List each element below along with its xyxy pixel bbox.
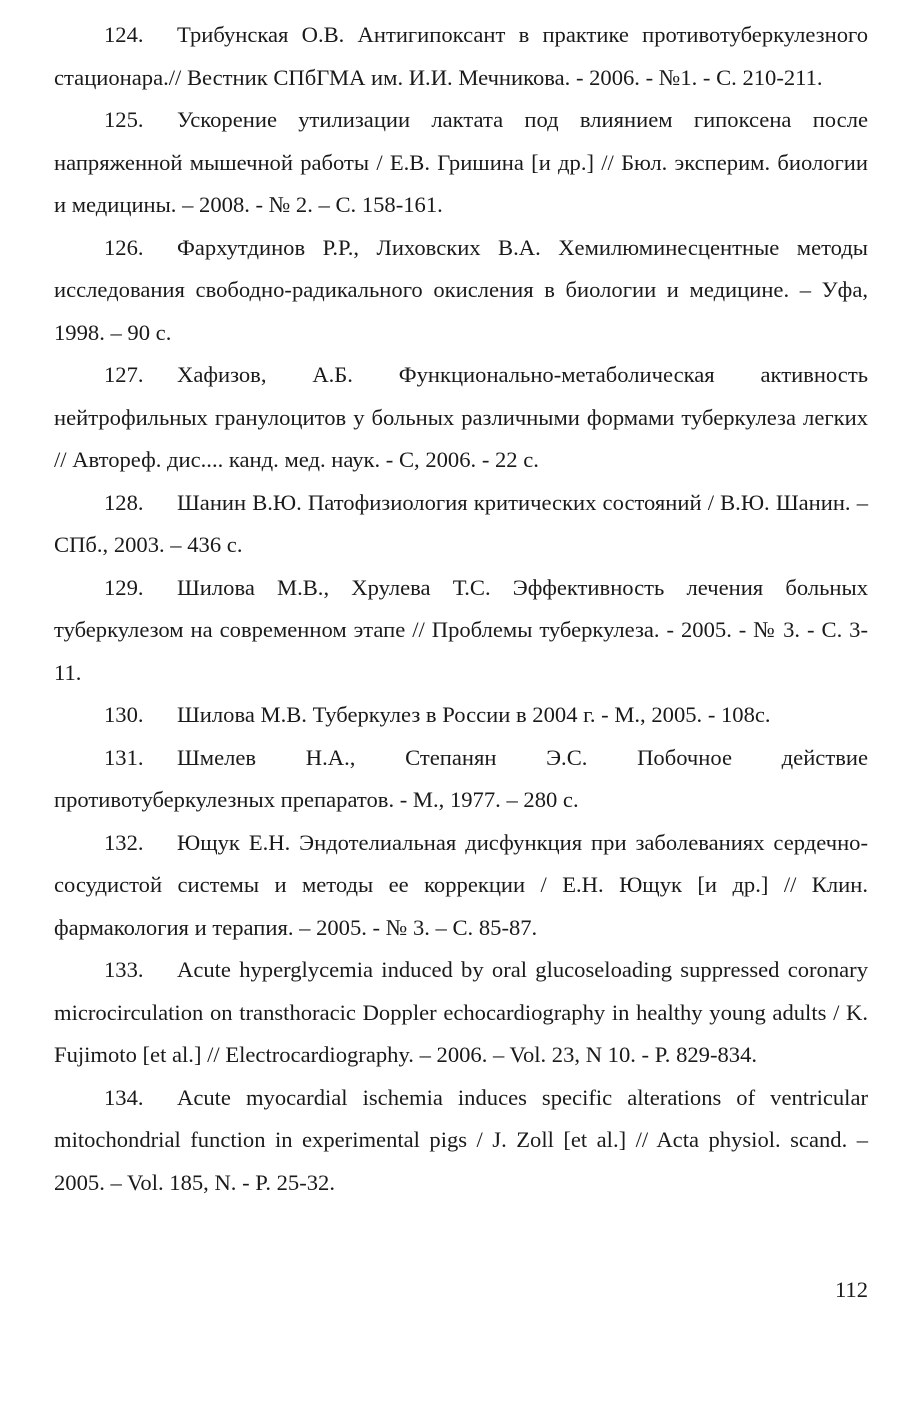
reference-number: 124. [104,22,144,47]
reference-item-125 [54,99,868,227]
reference-number: 125. [104,107,144,132]
reference-list [54,14,868,1204]
reference-number: 127. [104,362,144,387]
reference-item-134 [54,1077,868,1205]
reference-text: Ускорение утилизации лактата под влиянием гипоксена после напряженной мышечной работы / Е.В. Гришина [и др.] // Бюл. эксперим. биологии и медицины. – 2008. - № 2. – С. 158-161. [54,107,868,217]
reference-number: 132. [104,829,144,855]
reference-text: Acute myocardial ischemia induces specific alterations of ventricular mitochondrial function in experimental pigs / J. Zoll [et al.] // Acta physiol. scand. – 2005. – Vol. 185, N. - P. 25-32. [54,1084,868,1195]
reference-text: Acute hyperglycemia induced by oral glucoseloading suppressed coronary microcirculation on transthoracic Doppler echocardiography in healthy young adults / K. Fujimoto [et al.] // Electrocardiography. – 2006. – Vol. 23, N 10. - P. 829-834. [54,957,868,1067]
page-number: 112 [834,1277,868,1302]
reference-text: Ющук Е.Н. Эндотелиальная дисфункция при заболеваниях сердечно-сосудистой системы и методы ее коррекции / Е.Н. Ющук [и др.] // Клин. фармакология и терапия. – 2005. - № 3. – С. 85-87. [54,829,868,940]
reference-text: Шилова М.В. Туберкулез в России в 2004 г. - М., 2005. - 108с. [177,702,771,727]
reference-number: 134. [104,1084,144,1110]
reference-text: Шилова М.В., Хрулева Т.С. Эффективность лечения больных туберкулезом на современном этапе // Проблемы туберкулеза. - 2005. - № 3. - С. 3-11. [54,574,868,685]
reference-text: Фархутдинов Р.Р., Лиховских В.А. Хемилюминесцентные методы исследования свободно-радикального окисления в биологии и медицине. – Уфа, 1998. – 90 с. [54,234,868,345]
reference-number: 126. [104,234,144,260]
reference-item-128 [54,482,868,567]
reference-text: Трибунская О.В. Антигипоксант в практике противотуберкулезного стационара.// Вестник СПбГМА им. И.И. Мечникова. - 2006. - №1. - С. 210-211. [54,22,868,90]
reference-number: 129. [104,574,144,600]
reference-item-133 [54,949,868,1077]
reference-item-127 [54,354,868,482]
reference-item-130 [54,694,868,737]
reference-item-132 [54,822,868,950]
reference-number: 131. [104,744,144,770]
reference-item-129 [54,567,868,695]
reference-number: 128. [104,489,144,515]
reference-text: Шмелев Н.А., Степанян Э.С. Побочное действие противотуберкулезных препаратов. - М., 1977. – 280 с. [54,744,868,812]
reference-item-131 [54,737,868,822]
reference-text: Шанин В.Ю. Патофизиология критических состояний / В.Ю. Шанин. – СПб., 2003. – 436 с. [54,489,868,557]
reference-item-126 [54,227,868,355]
reference-number: 133. [104,957,144,982]
reference-text: Хафизов, А.Б. Функционально-метаболическая активность нейтрофильных гранулоцитов у больных различными формами туберкулеза легких // Автореф. дис.... канд. мед. наук. - С, 2006. - 22 с. [54,362,868,472]
reference-item-124 [54,14,868,99]
reference-number: 130. [104,702,144,727]
